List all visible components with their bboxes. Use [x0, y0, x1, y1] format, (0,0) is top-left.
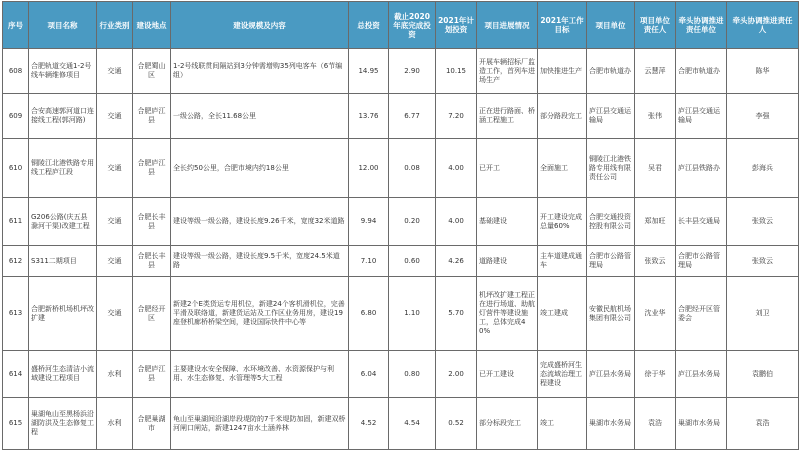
table-row [3, 398, 799, 450]
cell-project-name: S311二期项目 [29, 246, 97, 277]
cell-target-2021: 主车道建成通车 [538, 246, 587, 277]
col-header-progress: 项目进展情况 [477, 2, 538, 49]
cell-scale-content: 全长约50公里，合肥市境内约18公里 [171, 139, 349, 198]
table-row [3, 139, 799, 198]
col-header-scale-content: 建设规模及内容 [171, 2, 349, 49]
cell-unit-leader: 沈业华 [635, 277, 676, 351]
cell-total-investment: 13.76 [349, 94, 389, 139]
cell-scale-content: 建设等级一级公路，建设长度9.5千米，宽度24.5米道路 [171, 246, 349, 277]
cell-lead-person: 陈华 [727, 49, 799, 94]
cell-lead-unit: 巢湖市水务局 [676, 398, 727, 450]
cell-plan-2021: 4.26 [436, 246, 477, 277]
cell-lead-unit: 庐江县交通运输局 [676, 94, 727, 139]
cell-scale-content: 主要建设水安全保障、水环境改善、水资源保护与利用、水生态修复、水管理等5大工程 [171, 351, 349, 398]
cell-unit: 庐江县交通运输局 [587, 94, 635, 139]
cell-unit: 安徽民航机场集团有限公司 [587, 277, 635, 351]
cell-unit-leader: 云慧萍 [635, 49, 676, 94]
cell-progress: 基础建设 [477, 198, 538, 246]
cell-industry: 水利 [97, 398, 133, 450]
cell-target-2021: 开工建设完成总量60% [538, 198, 587, 246]
cell-location: 合肥经开区 [133, 277, 171, 351]
cell-plan-2021: 10.15 [436, 49, 477, 94]
cell-completed-2020: 4.54 [389, 398, 436, 450]
col-header-target-2021: 2021年工作目标 [538, 2, 587, 49]
cell-scale-content: 建设等级一级公路，建设长度9.26千米，宽度32米道路 [171, 198, 349, 246]
cell-unit-leader: 徐于华 [635, 351, 676, 398]
cell-industry: 交通 [97, 49, 133, 94]
cell-unit: 合肥交通投资控股有限公司 [587, 198, 635, 246]
project-table [2, 1, 799, 450]
cell-location: 合肥巢湖市 [133, 398, 171, 450]
col-header-project-name: 项目名称 [29, 2, 97, 49]
cell-progress: 已开工建设 [477, 351, 538, 398]
col-header-completed-2020: 截止2020年底完成投资 [389, 2, 436, 49]
cell-index: 613 [3, 277, 29, 351]
table-row [3, 277, 799, 351]
cell-progress: 机坪改扩建工程正在进行场道、助航灯营件等建设施工，总体完成40% [477, 277, 538, 351]
cell-lead-person: 张致云 [727, 246, 799, 277]
header-row [3, 2, 799, 49]
cell-location: 合肥长丰县 [133, 198, 171, 246]
cell-plan-2021: 4.00 [436, 198, 477, 246]
cell-scale-content: 一级公路，全长11.68公里 [171, 94, 349, 139]
cell-lead-unit: 庐江县铁路办 [676, 139, 727, 198]
cell-industry: 交通 [97, 277, 133, 351]
cell-location: 合肥蜀山区 [133, 49, 171, 94]
cell-lead-person: 李强 [727, 94, 799, 139]
col-header-unit: 项目单位 [587, 2, 635, 49]
cell-unit: 铜陵江北港铁路专用线有限责任公司 [587, 139, 635, 198]
cell-location: 合肥庐江县 [133, 351, 171, 398]
cell-target-2021: 部分路段完工 [538, 94, 587, 139]
cell-project-name: 合肥轨道交通1-2号线车辆维修项目 [29, 49, 97, 94]
cell-project-name: 合安高速郭河道口连接线工程(郭河路) [29, 94, 97, 139]
cell-unit: 巢湖市水务局 [587, 398, 635, 450]
cell-unit-leader: 吴君 [635, 139, 676, 198]
cell-total-investment: 6.80 [349, 277, 389, 351]
cell-plan-2021: 5.70 [436, 277, 477, 351]
table-row [3, 351, 799, 398]
cell-lead-unit: 庐江县水务局 [676, 351, 727, 398]
col-header-plan-2021: 2021年计划投资 [436, 2, 477, 49]
cell-completed-2020: 0.20 [389, 198, 436, 246]
table-row [3, 94, 799, 139]
cell-index: 611 [3, 198, 29, 246]
cell-unit-leader: 袁浩 [635, 398, 676, 450]
cell-index: 609 [3, 94, 29, 139]
table-row [3, 198, 799, 246]
cell-lead-person: 袁浩 [727, 398, 799, 450]
cell-completed-2020: 1.10 [389, 277, 436, 351]
col-header-unit-leader: 项目单位责任人 [635, 2, 676, 49]
cell-scale-content: 新建2个E类货运专用机位，新建24个客机滑机位，完善平滑及联络道，新建货运站及工作区业务用房，建设19座登机廊桥桥梁空间，建设国际快件中心等 [171, 277, 349, 351]
cell-industry: 交通 [97, 246, 133, 277]
cell-target-2021: 加快推进生产 [538, 49, 587, 94]
col-header-lead-person: 牵头协调推进责任人 [727, 2, 799, 49]
cell-total-investment: 12.00 [349, 139, 389, 198]
cell-location: 合肥庐江县 [133, 94, 171, 139]
cell-target-2021: 竣工建成 [538, 277, 587, 351]
cell-lead-person: 张致云 [727, 198, 799, 246]
cell-target-2021: 竣工 [538, 398, 587, 450]
cell-completed-2020: 2.90 [389, 49, 436, 94]
cell-industry: 水利 [97, 351, 133, 398]
cell-lead-unit: 合肥市公路管理局 [676, 246, 727, 277]
cell-total-investment: 7.10 [349, 246, 389, 277]
cell-total-investment: 9.94 [349, 198, 389, 246]
cell-plan-2021: 7.20 [436, 94, 477, 139]
cell-index: 608 [3, 49, 29, 94]
cell-industry: 交通 [97, 198, 133, 246]
cell-progress: 开展车辆招标厂监造工作，首列车进场生产 [477, 49, 538, 94]
cell-total-investment: 14.95 [349, 49, 389, 94]
cell-unit-leader: 郑加旺 [635, 198, 676, 246]
cell-industry: 交通 [97, 94, 133, 139]
cell-scale-content: 龟山至巢湖间沿湖岸段堤防的7千米堤防加固，新建双桥河闸口闸站，新建1247亩水土涵养林 [171, 398, 349, 450]
table-row [3, 49, 799, 94]
cell-unit-leader: 张伟 [635, 94, 676, 139]
cell-index: 615 [3, 398, 29, 450]
col-header-location: 建设地点 [133, 2, 171, 49]
cell-progress: 正在进行路面、桥涵工程施工 [477, 94, 538, 139]
cell-lead-unit: 合肥经开区管委会 [676, 277, 727, 351]
cell-index: 610 [3, 139, 29, 198]
cell-index: 614 [3, 351, 29, 398]
col-header-lead-unit: 牵头协调推进责任单位 [676, 2, 727, 49]
cell-plan-2021: 0.52 [436, 398, 477, 450]
cell-lead-unit: 长丰县交通局 [676, 198, 727, 246]
cell-unit: 合肥市轨道办 [587, 49, 635, 94]
col-header-industry: 行业类别 [97, 2, 133, 49]
cell-lead-person: 彭海兵 [727, 139, 799, 198]
cell-project-name: 盛桥河生态清洁小流域建设工程项目 [29, 351, 97, 398]
cell-project-name: G206公路(庆五县滁河干渠)改建工程 [29, 198, 97, 246]
table-row [3, 246, 799, 277]
cell-progress: 部分标段完工 [477, 398, 538, 450]
cell-completed-2020: 0.80 [389, 351, 436, 398]
cell-lead-person: 刘卫 [727, 277, 799, 351]
cell-target-2021: 完成盛桥河生态流域治理工程建设 [538, 351, 587, 398]
cell-plan-2021: 4.00 [436, 139, 477, 198]
cell-total-investment: 4.52 [349, 398, 389, 450]
cell-index: 612 [3, 246, 29, 277]
cell-completed-2020: 0.08 [389, 139, 436, 198]
cell-completed-2020: 6.77 [389, 94, 436, 139]
col-header-index: 序号 [3, 2, 29, 49]
cell-scale-content: 1-2号线联贯间隔站到3分钟需增购35列电客车（6节编组） [171, 49, 349, 94]
cell-project-name: 巢湖龟山至黑杨浜沿湖防洪及生态修复工程 [29, 398, 97, 450]
cell-plan-2021: 2.00 [436, 351, 477, 398]
cell-progress: 道路建设 [477, 246, 538, 277]
cell-unit-leader: 张致云 [635, 246, 676, 277]
cell-industry: 交通 [97, 139, 133, 198]
cell-location: 合肥庐江县 [133, 139, 171, 198]
cell-lead-person: 袁鹏伯 [727, 351, 799, 398]
cell-completed-2020: 0.60 [389, 246, 436, 277]
cell-total-investment: 6.04 [349, 351, 389, 398]
cell-lead-unit: 合肥市轨道办 [676, 49, 727, 94]
cell-target-2021: 全面施工 [538, 139, 587, 198]
cell-project-name: 铜陵江北港铁路专用线工程庐江段 [29, 139, 97, 198]
col-header-total-investment: 总投资 [349, 2, 389, 49]
cell-progress: 已开工 [477, 139, 538, 198]
cell-unit: 庐江县水务局 [587, 351, 635, 398]
cell-project-name: 合肥新桥机场机坪改扩建 [29, 277, 97, 351]
cell-location: 合肥长丰县 [133, 246, 171, 277]
cell-unit: 合肥市公路管理局 [587, 246, 635, 277]
